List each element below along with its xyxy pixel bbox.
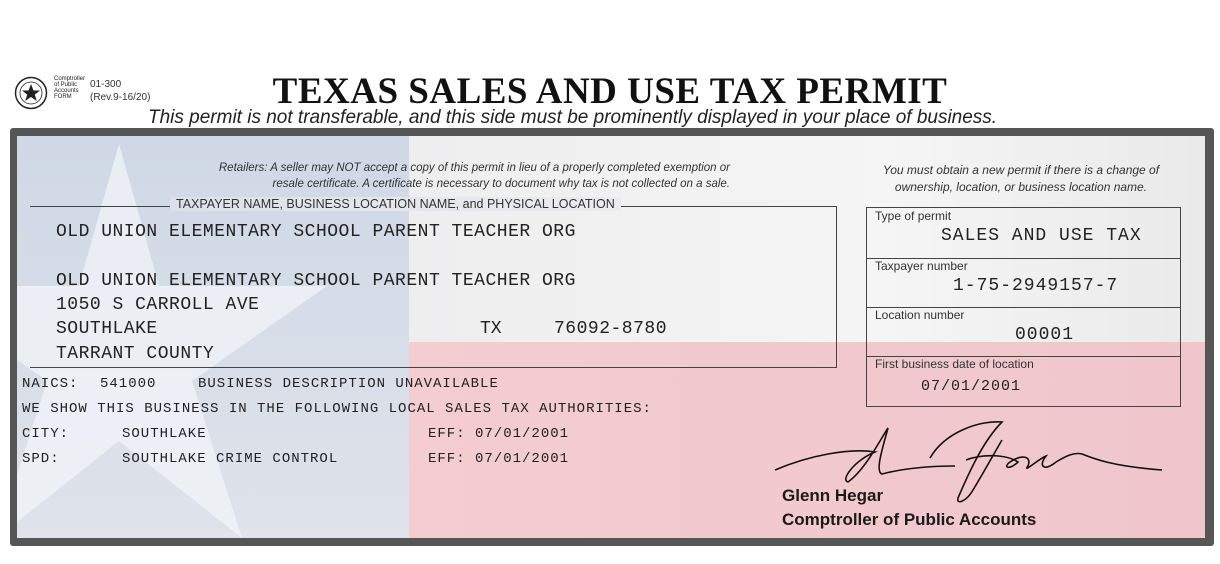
- state: TX: [480, 319, 502, 339]
- permit-info-box: [866, 207, 1181, 407]
- signer-title: Comptroller of Public Accounts: [782, 510, 1037, 529]
- form-revision: (Rev.9-16/20): [90, 92, 151, 103]
- first-business-date-label: First business date of location: [875, 357, 1034, 371]
- agency-logo-text: Comptroller of Public Accounts FORM: [54, 76, 86, 100]
- taxpayer-number-label: Taxpayer number: [875, 259, 968, 273]
- permit-title: TEXAS SALES AND USE TAX PERMIT: [272, 71, 948, 112]
- retailers-note-line: Retailers: A seller may NOT accept a copy of this permit in lieu of a properly completed exemption or: [218, 162, 730, 174]
- retailers-note-line: resale certificate. A certificate is necessary to document why tax is not collected on a sale.: [272, 178, 730, 190]
- permit-type-cell: [867, 208, 1180, 259]
- authority-effective-date: EFF: 07/01/2001: [428, 451, 570, 467]
- location-number-value: 00001: [1015, 325, 1075, 345]
- authority-type: CITY:: [22, 426, 70, 442]
- authority-name: SOUTHLAKE CRIME CONTROL: [122, 451, 339, 467]
- taxpayer-name: OLD UNION ELEMENTARY SCHOOL PARENT TEACHER ORG: [56, 222, 576, 242]
- first-business-date-cell: [867, 356, 1180, 406]
- taxpayer-number-cell: [867, 258, 1180, 308]
- change-note: [850, 162, 1192, 196]
- permit-subtitle: This permit is not transferable, and this side must be prominently displayed in your place of business.: [148, 107, 998, 128]
- city: SOUTHLAKE: [56, 319, 158, 339]
- permit-type-value: SALES AND USE TAX: [941, 226, 1142, 246]
- naics-label: NAICS:: [22, 376, 79, 392]
- permit-type-label: Type of permit: [875, 209, 952, 223]
- authorities-intro: WE SHOW THIS BUSINESS IN THE FOLLOWING LOCAL SALES TAX AUTHORITIES:: [22, 401, 652, 417]
- business-description: BUSINESS DESCRIPTION UNAVAILABLE: [198, 376, 499, 392]
- signer-name: Glenn Hegar: [782, 486, 884, 505]
- authority-name: SOUTHLAKE: [122, 426, 207, 442]
- form-number: 01-300: [90, 79, 122, 90]
- street-address: 1050 S CARROLL AVE: [56, 295, 260, 315]
- retailers-note: [70, 160, 730, 192]
- authority-type: SPD:: [22, 451, 60, 467]
- change-note-line: ownership, location, or business location name.: [894, 180, 1148, 194]
- location-number-cell: [867, 307, 1180, 357]
- first-business-date-value: 07/01/2001: [921, 378, 1022, 395]
- naics-code: 541000: [100, 376, 157, 392]
- zip-code: 76092-8780: [554, 319, 668, 339]
- change-note-line: You must obtain a new permit if there is a change of: [882, 163, 1160, 177]
- taxpayer-caption: TAXPAYER NAME, BUSINESS LOCATION NAME, and PHYSICAL LOCATION: [170, 197, 621, 211]
- business-name: OLD UNION ELEMENTARY SCHOOL PARENT TEACHER ORG: [56, 271, 576, 291]
- county: TARRANT COUNTY: [56, 344, 215, 364]
- authority-effective-date: EFF: 07/01/2001: [428, 426, 570, 442]
- location-number-label: Location number: [875, 308, 965, 322]
- taxpayer-number-value: 1-75-2949157-7: [953, 276, 1119, 296]
